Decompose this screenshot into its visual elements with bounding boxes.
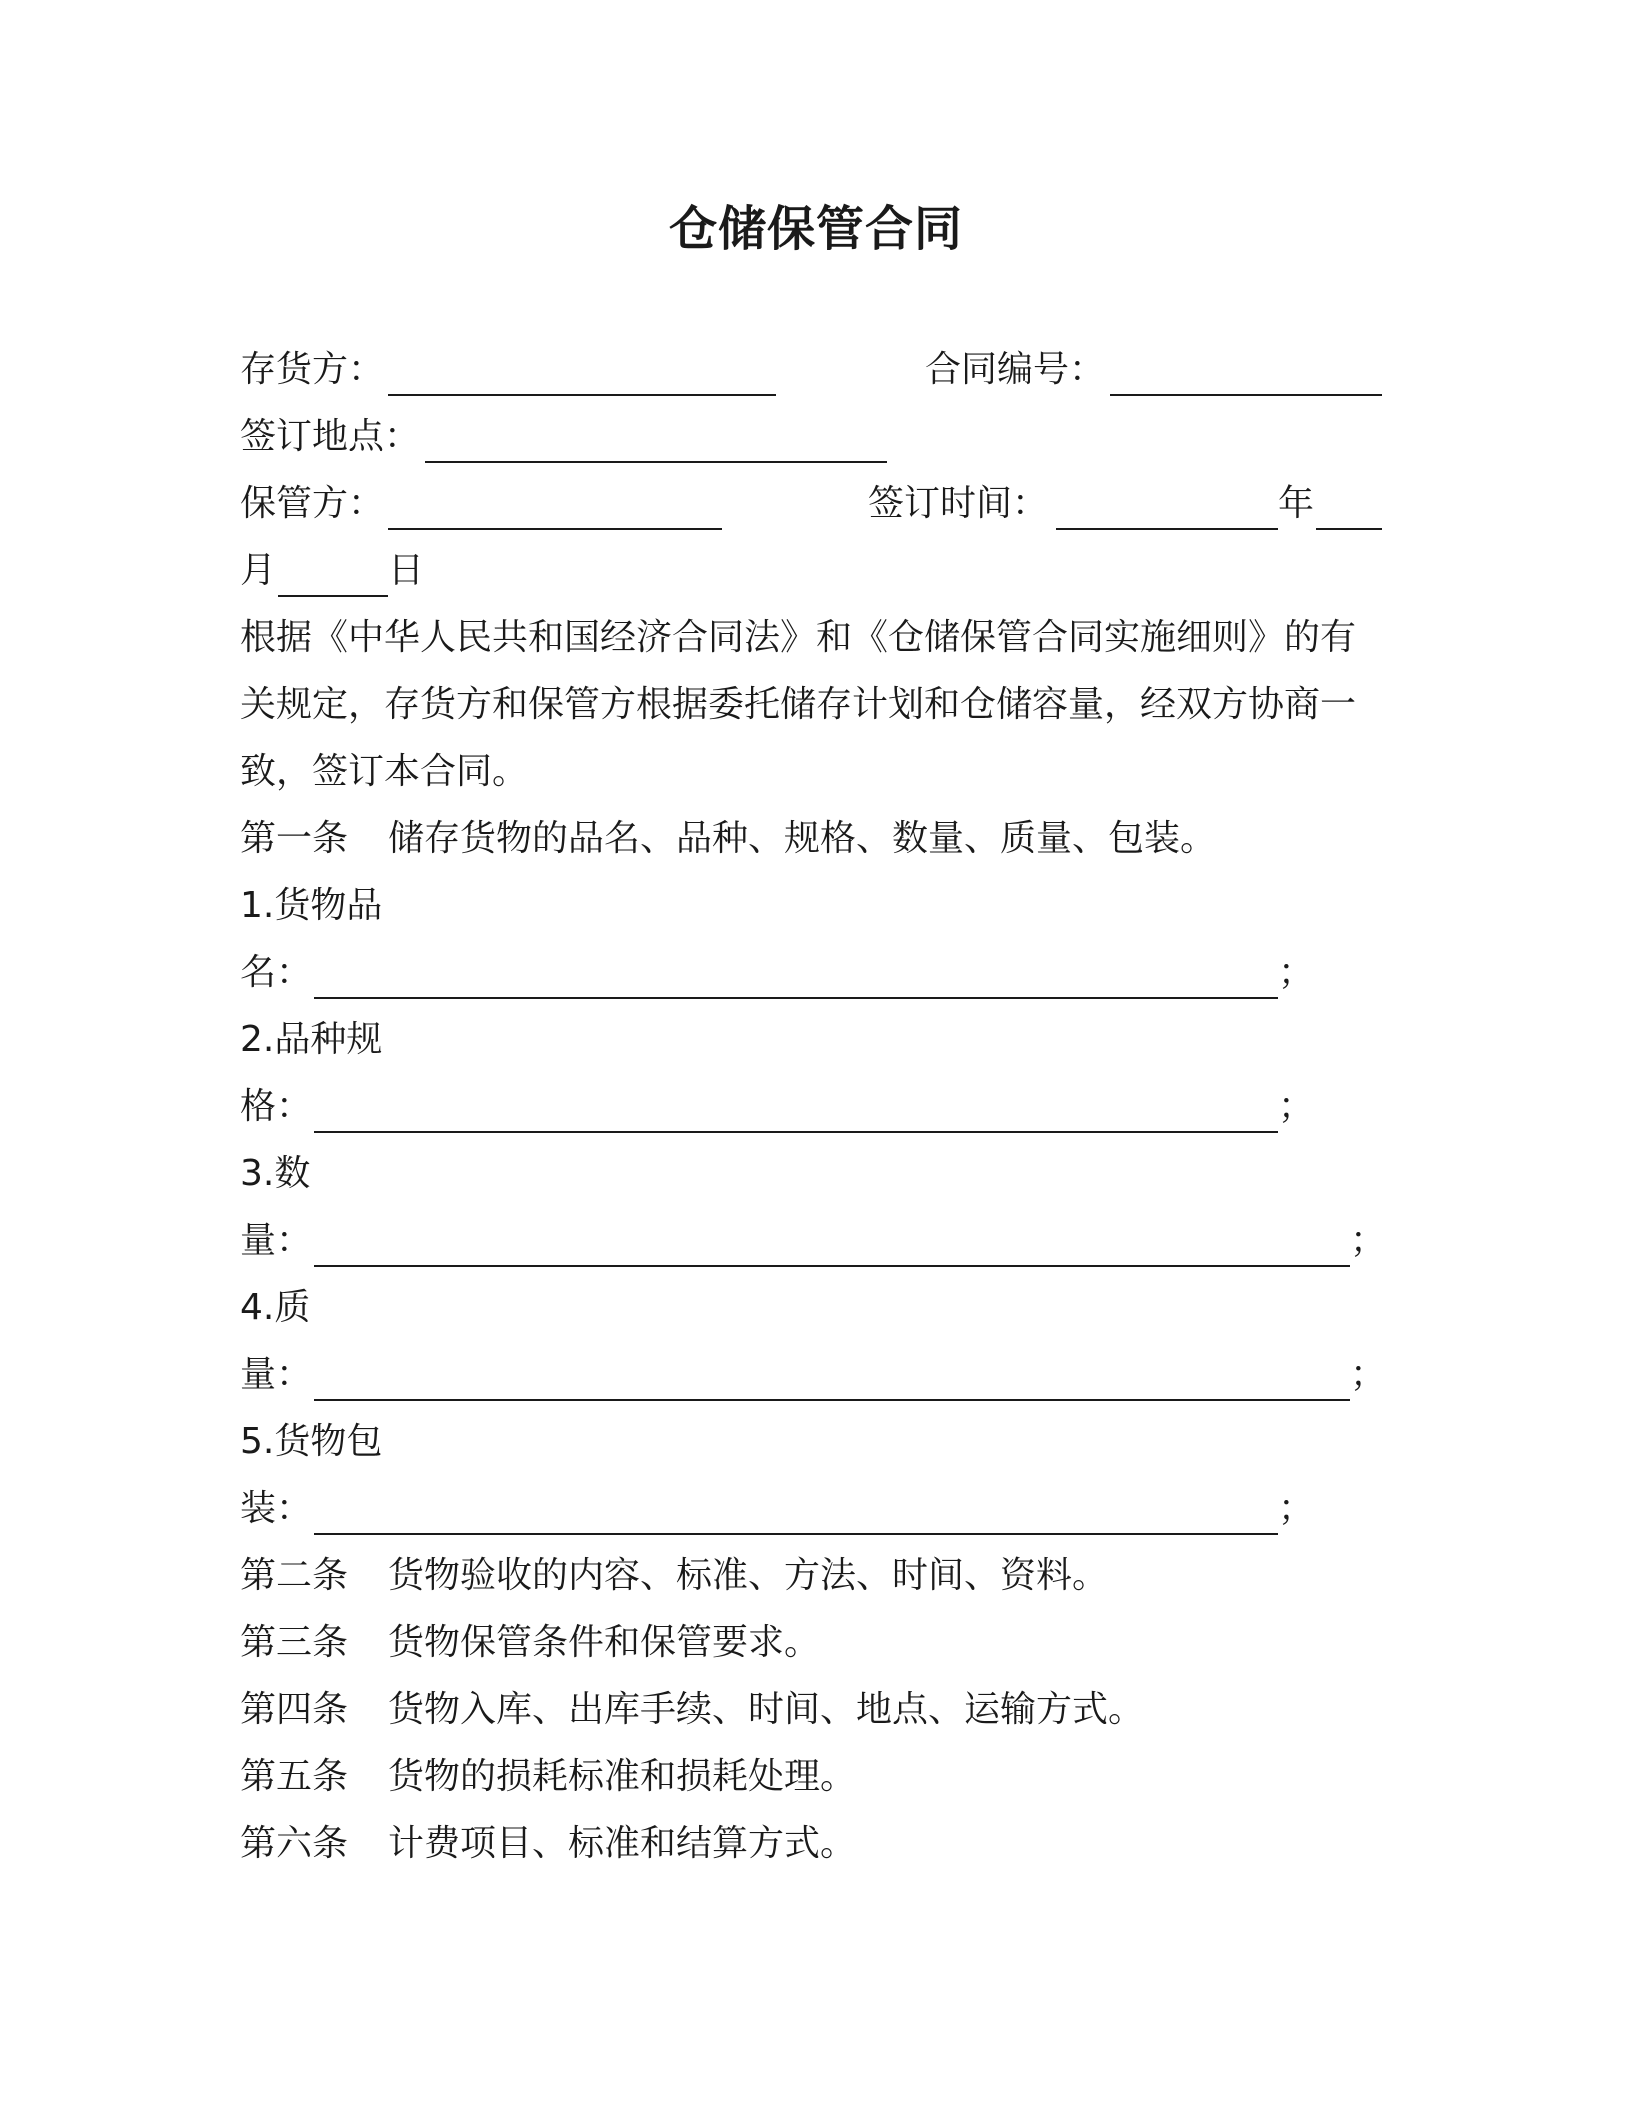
item-1-end: ；	[1278, 952, 1315, 993]
sign-month-field[interactable]	[1316, 528, 1382, 530]
item-1-heading: 1.货物品	[240, 885, 383, 926]
item-5-end: ；	[1278, 1488, 1315, 1529]
sign-time-label: 签订时间：	[868, 483, 1049, 524]
intro-line-1: 根据《中华人民共和国经济合同法》和《仓储保管合同实施细则》的有	[240, 617, 1357, 658]
custodian-label: 保管方：	[240, 483, 385, 524]
item-5-label: 装：	[240, 1488, 313, 1529]
article-5	[240, 1752, 856, 1802]
article-text: 货物保管条件和保管要求。	[388, 1622, 821, 1663]
item-3-label: 量：	[240, 1220, 313, 1261]
article-text: 计费项目、标准和结算方式。	[388, 1823, 857, 1864]
sign-day-field[interactable]	[278, 595, 388, 597]
item-3-end: ；	[1350, 1220, 1387, 1261]
year-label: 年	[1278, 483, 1315, 524]
item-2-end: ；	[1278, 1086, 1315, 1127]
item-1-field[interactable]	[314, 997, 1278, 999]
article-label: 第一条	[240, 818, 349, 859]
sign-year-field[interactable]	[1056, 528, 1278, 530]
item-5-heading: 5.货物包	[240, 1421, 383, 1462]
intro-line-3: 致，签订本合同。	[240, 751, 529, 792]
custodian-field[interactable]	[388, 528, 722, 530]
article-4	[240, 1685, 1144, 1735]
sign-place-label: 签订地点：	[240, 416, 421, 457]
item-2-label: 格：	[240, 1086, 313, 1127]
item-3-heading: 3.数	[240, 1153, 311, 1194]
article-text: 储存货物的品名、品种、规格、数量、质量、包装。	[388, 818, 1217, 859]
contract-number-label: 合同编号：	[925, 349, 1106, 390]
article-text: 货物的损耗标准和损耗处理。	[388, 1756, 857, 1797]
article-2	[240, 1551, 1108, 1601]
article-6	[240, 1819, 856, 1869]
article-label: 第六条	[240, 1823, 349, 1864]
article-label: 第五条	[240, 1756, 349, 1797]
article-label: 第四条	[240, 1689, 349, 1730]
intro-line-2: 关规定，存货方和保管方根据委托储存计划和仓储容量，经双方协商一	[240, 684, 1357, 725]
article-label: 第三条	[240, 1622, 349, 1663]
item-4-heading: 4.质	[240, 1287, 311, 1328]
sign-place-field[interactable]	[425, 461, 887, 463]
article-1	[240, 814, 1216, 864]
depositor-label: 存货方：	[240, 349, 385, 390]
depositor-field[interactable]	[388, 394, 776, 396]
article-label: 第二条	[240, 1555, 349, 1596]
item-5-field[interactable]	[314, 1533, 1278, 1535]
article-text: 货物入库、出库手续、时间、地点、运输方式。	[388, 1689, 1145, 1730]
article-3	[240, 1618, 820, 1668]
article-text: 货物验收的内容、标准、方法、时间、资料。	[388, 1555, 1109, 1596]
item-1-label: 名：	[240, 952, 313, 993]
day-label: 日	[388, 550, 425, 591]
item-4-end: ；	[1350, 1354, 1387, 1395]
item-4-label: 量：	[240, 1354, 313, 1395]
item-2-heading: 2.品种规	[240, 1019, 383, 1060]
month-label: 月	[240, 550, 277, 591]
item-3-field[interactable]	[314, 1265, 1350, 1267]
contract-number-field[interactable]	[1110, 394, 1382, 396]
item-4-field[interactable]	[314, 1399, 1350, 1401]
item-2-field[interactable]	[314, 1131, 1278, 1133]
page-title: 仓储保管合同	[668, 201, 963, 257]
